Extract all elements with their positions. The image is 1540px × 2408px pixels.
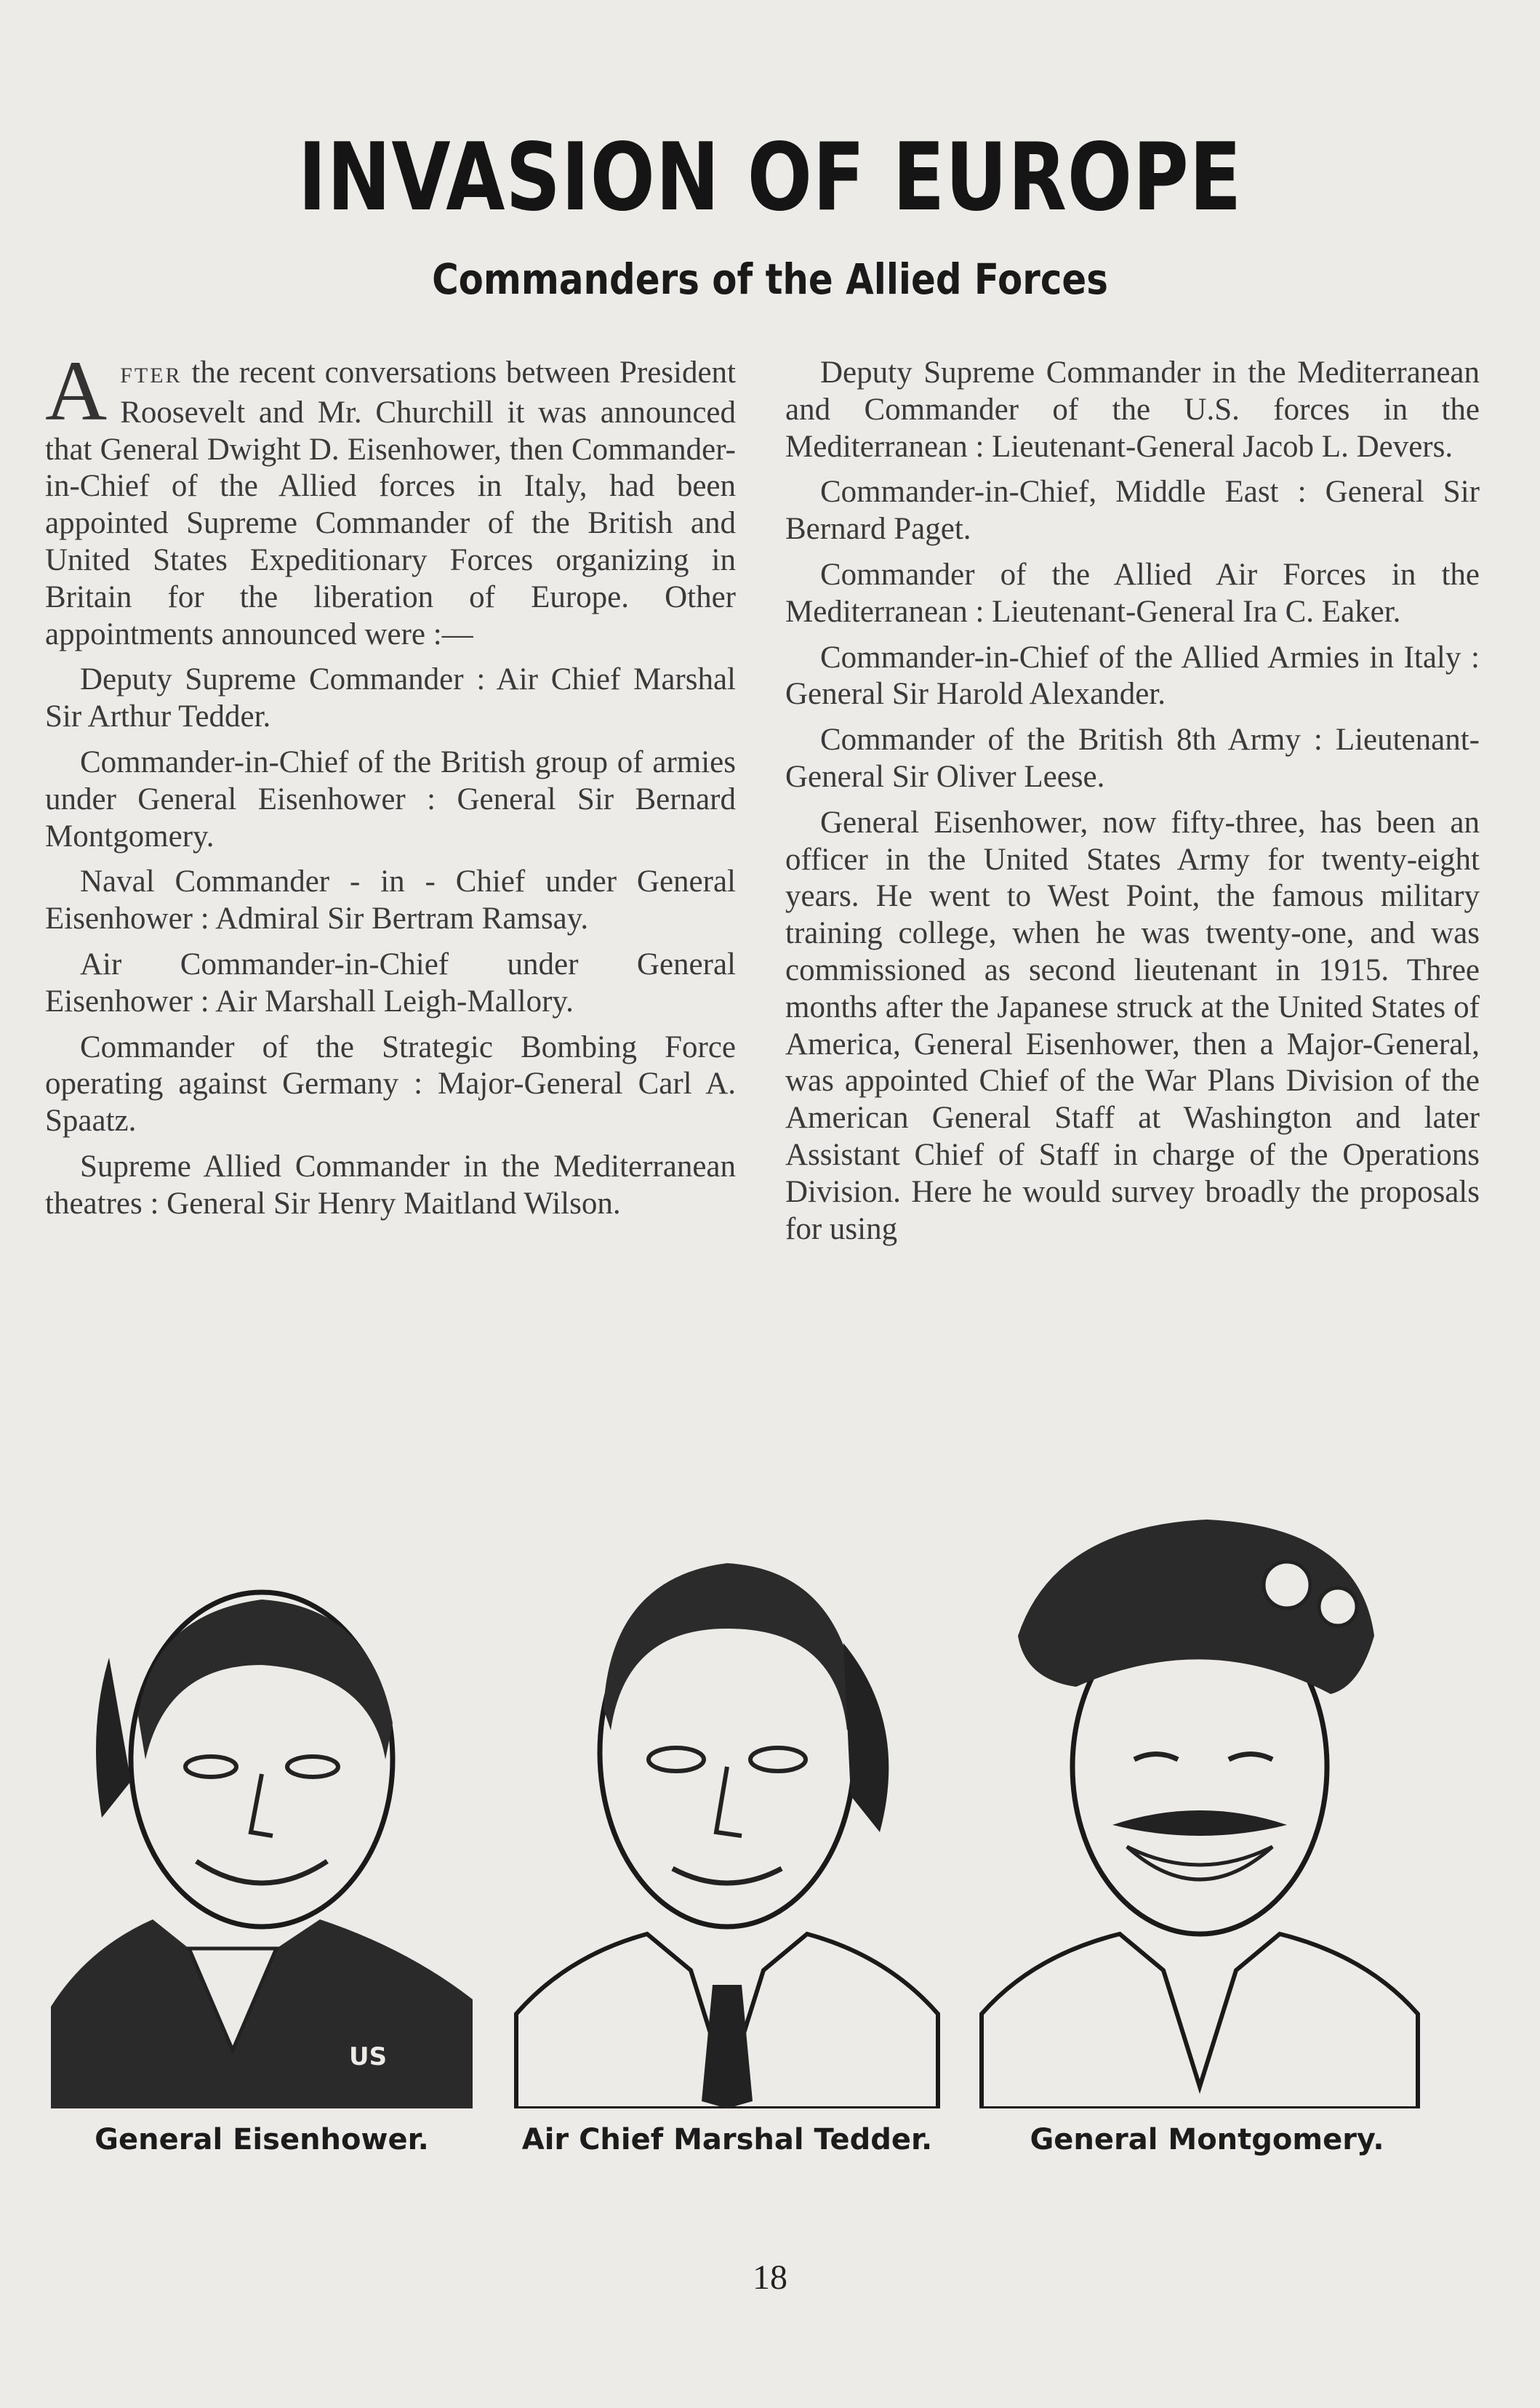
page-number: 18 — [753, 2258, 787, 2297]
montgomery-portrait-illustration — [967, 1505, 1432, 2108]
article-paragraph: Supreme Allied Commander in the Mediterranean theatres : General Sir Henry Maitland Wilson. — [45, 1149, 736, 1221]
article-paragraph: General Eisenhower, now fifty-three, has been an officer in the United States Army for twenty-eight years. He went to West Point, the famous military training college, when he was twenty-one, and was commissioned as second lieutenant in 1915. Three months after the Japanese struck at the United States of America, General Eisenhower, then a Major-General, was appointed Chief of the War Plans Division of the American General Staff at Washington and later Assistant Chief of Staff in charge of the Operations Division. Here he would survey broadly the proposals for using — [785, 805, 1480, 1246]
caption-tedder: Air Chief Marshal Tedder. — [521, 2123, 933, 2156]
article-paragraph: Deputy Supreme Commander : Air Chief Marshal Sir Arthur Tedder. — [45, 662, 736, 734]
article-paragraph: Commander of the Strategic Bombing Force operating against Germany : Major-General Carl A. Spaatz. — [45, 1030, 736, 1139]
first-word-rest: FTER — [120, 364, 183, 388]
tedder-portrait-illustration — [502, 1520, 953, 2108]
article-paragraph: Commander-in-Chief, Middle East : General Sir Bernard Paget. — [785, 475, 1480, 547]
article-paragraph: Air Commander-in-Chief under General Eisenhower : Air Marshall Leigh-Mallory. — [45, 947, 736, 1019]
article-paragraph: Commander-in-Chief of the Allied Armies in Italy : General Sir Harold Alexander. — [785, 640, 1480, 712]
article-column-right — [785, 355, 1480, 1256]
article-paragraph: Naval Commander - in - Chief under General Eisenhower : Admiral Sir Bertram Ramsay. — [45, 864, 736, 936]
article-paragraph: Commander-in-Chief of the British group of armies under General Eisenhower : General Sir Bernard Montgomery. — [45, 745, 736, 854]
us-collar-badge: US — [349, 2042, 388, 2071]
eisenhower-portrait-illustration — [44, 1541, 480, 2108]
paragraph-text: the recent conversations between President Roosevelt and Mr. Churchill it was announced that General Dwight D. Eisenhower, then Commander-in-Chief of the Allied forces in Italy, had been appointed Supreme Commander of the British and United States Expeditionary Forces organizing in Britain for the liberation of Europe. Other appointments announced were :— — [45, 356, 736, 651]
article-column-left — [45, 343, 736, 1232]
caption-montgomery: General Montgomery. — [1030, 2123, 1384, 2156]
caption-eisenhower: General Eisenhower. — [95, 2123, 429, 2156]
article-paragraph: Deputy Supreme Commander in the Mediterranean and Commander of the U.S. forces in the Mediterranean : Lieutenant-General Jacob L. Devers. — [785, 356, 1480, 464]
article-paragraph: Commander of the Allied Air Forces in the Mediterranean : Lieutenant-General Ira C. Eaker. — [785, 557, 1480, 629]
page-subtitle: Commanders of the Allied Forces — [432, 254, 1108, 304]
article-paragraph: Commander of the British 8th Army : Lieutenant-General Sir Oliver Leese. — [785, 723, 1480, 794]
page-title: INVASION OF EUROPE — [297, 124, 1243, 232]
drop-cap: A — [45, 343, 108, 438]
article-paragraph — [45, 343, 736, 653]
